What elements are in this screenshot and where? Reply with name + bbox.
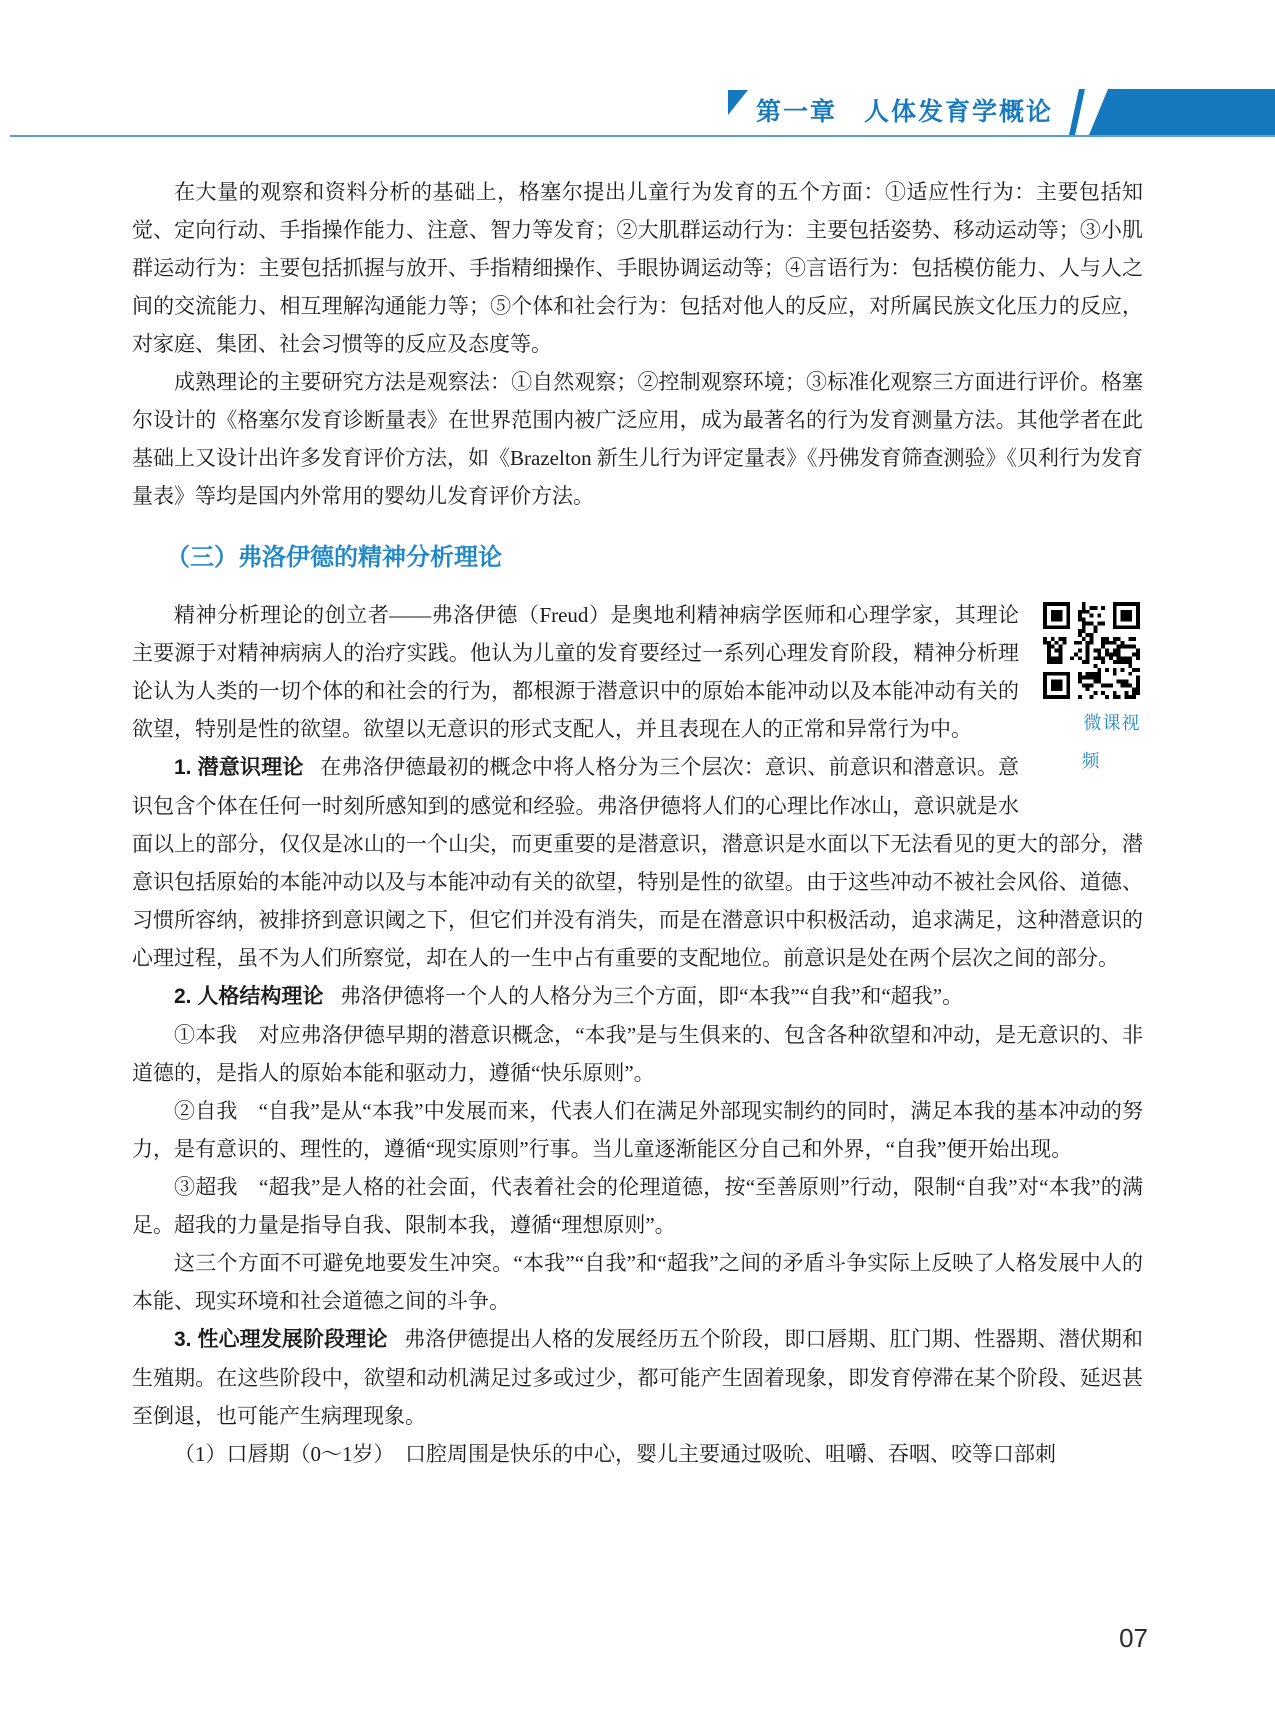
- body-paragraph: [132, 1016, 1143, 1092]
- page-content: [0, 139, 1275, 1473]
- paragraph-text: （1）口唇期（0～1岁） 口腔周围是快乐的中心，婴儿主要通过吸吮、咀嚼、吞咽、咬等口部刺: [174, 1442, 1056, 1466]
- body-paragraph: [132, 1168, 1143, 1244]
- corner-triangle-decoration: [728, 90, 748, 115]
- body-paragraph: [132, 1435, 1143, 1473]
- paragraph-text: 成熟理论的主要研究方法是观察法：①自然观察；②控制观察环境；③标准化观察三方面进行评价。格塞尔设计的《格塞尔发育诊断量表》在世界范围内被广泛应用，成为最著名的行为发育测量方法。其他学者在此基础上又设计出许多发育评价方法，如《Brazelton 新生儿行为评定量表》《丹佛发育筛查测验》《贝利行为发育量表》等均是国内外常用的婴幼儿发育评价方法。: [132, 370, 1143, 508]
- paragraph-lead: 2. 人格结构理论: [174, 985, 324, 1008]
- paragraph-lead: 1. 潜意识理论: [174, 756, 304, 779]
- paragraph-lead: 3. 性心理发展阶段理论: [174, 1328, 388, 1351]
- page-number: 07: [1119, 1623, 1148, 1653]
- paragraph-text: ①本我 对应弗洛伊德早期的潜意识概念，“本我”是与生俱来的、包含各种欲望和冲动，是无意识的、非道德的，是指人的原始本能和驱动力，遵循“快乐原则”。: [132, 1023, 1143, 1085]
- paragraph-text: 精神分析理论的创立者——弗洛伊德（Freud）是奥地利精神病学医师和心理学家，其理论主要源于对精神病病人的治疗实践。他认为儿童的发育要经过一系列心理发育阶段，精神分析理论认为人类的一切个体的和社会的行为，都根源于潜意识中的原始本能冲动以及本能冲动有关的欲望，特别是性的欲望。欲望以无意识的形式支配人，并且表现在人的正常和异常行为中。: [132, 603, 1019, 741]
- body-paragraph: [132, 173, 1143, 363]
- qr-block: [1039, 602, 1143, 780]
- qr-code: [1039, 602, 1143, 699]
- paragraph-text: 这三个方面不可避免地要发生冲突。“本我”“自我”和“超我”之间的矛盾斗争实际上反映了人格发展中人的本能、现实环境和社会道德之间的斗争。: [132, 1251, 1143, 1313]
- banner-band-decoration: [1089, 89, 1275, 135]
- body-paragraph: [132, 1244, 1143, 1320]
- body-paragraph: [132, 977, 1143, 1016]
- banner-stripe-decoration: [1069, 89, 1085, 135]
- body-paragraph: [132, 748, 1143, 977]
- chapter-title: 第一章 人体发育学概论: [755, 98, 1053, 126]
- qr-code-label: 微课视频: [1081, 713, 1141, 771]
- body-paragraph: [132, 363, 1143, 515]
- paragraph-text: 弗洛伊德将一个人的人格分为三个方面，即“本我”“自我”和“超我”。: [340, 984, 964, 1008]
- chapter-title-banner: [728, 89, 1275, 135]
- body-paragraph: [132, 1092, 1143, 1168]
- header-divider: [10, 135, 1275, 137]
- qr-code-image: [1043, 602, 1140, 699]
- paragraph-text: 在大量的观察和资料分析的基础上，格塞尔提出儿童行为发育的五个方面：①适应性行为：主要包括知觉、定向行动、手指操作能力、注意、智力等发育；②大肌群运动行为：主要包括姿势、移动运动等；③小肌群运动行为：主要包括抓握与放开、手指精细操作、手眼协调运动等；④言语行为：包括模仿能力、人与人之间的交流能力、相互理解沟通能力等；⑤个体和社会行为：包括对他人的反应，对所属民族文化压力的反应，对家庭、集团、社会习惯等的反应及态度等。: [132, 180, 1143, 356]
- paragraph-text: ②自我 “自我”是从“本我”中发展而来，代表人们在满足外部现实制约的同时，满足本我的基本冲动的努力，是有意识的、理性的，遵循“现实原则”行事。当儿童逐渐能区分自己和外界，“自我”便开始出现。: [132, 1099, 1143, 1161]
- section-heading: （三）弗洛伊德的精神分析理论: [166, 544, 502, 571]
- paragraph-text: ③超我 “超我”是人格的社会面，代表着社会的伦理道德，按“至善原则”行动，限制“自我”对“本我”的满足。超我的力量是指导自我、限制本我，遵循“理想原则”。: [132, 1175, 1143, 1237]
- body-paragraph: [132, 1320, 1143, 1435]
- paragraph-text: 在弗洛伊德最初的概念中将人格分为三个层次：意识、前意识和潜意识。意识包含个体在任何一时刻所感知到的感觉和经验。弗洛伊德将人们的心理比作冰山，意识就是水面以上的部分，仅仅是冰山的一个山尖，而更重要的是潜意识，潜意识是水面以下无法看见的更大的部分，潜意识包括原始的本能冲动以及与本能冲动有关的欲望，特别是性的欲望。由于这些冲动不被社会风俗、道德、习惯所容纳，被排挤到意识阈之下，但它们并没有消失，而是在潜意识中积极活动，追求满足，这种潜意识的心理过程，虽不为人们所察觉，却在人的一生中占有重要的支配地位。前意识是处在两个层次之间的部分。: [132, 755, 1143, 970]
- page-header: [0, 0, 1275, 139]
- paragraph-text: 弗洛伊德提出人格的发展经历五个阶段，即口唇期、肛门期、性器期、潜伏期和生殖期。在这些阶段中，欲望和动机满足过多或过少，都可能产生固着现象，即发育停滞在某个阶段、延迟甚至倒退，也可能产生病理现象。: [132, 1327, 1143, 1428]
